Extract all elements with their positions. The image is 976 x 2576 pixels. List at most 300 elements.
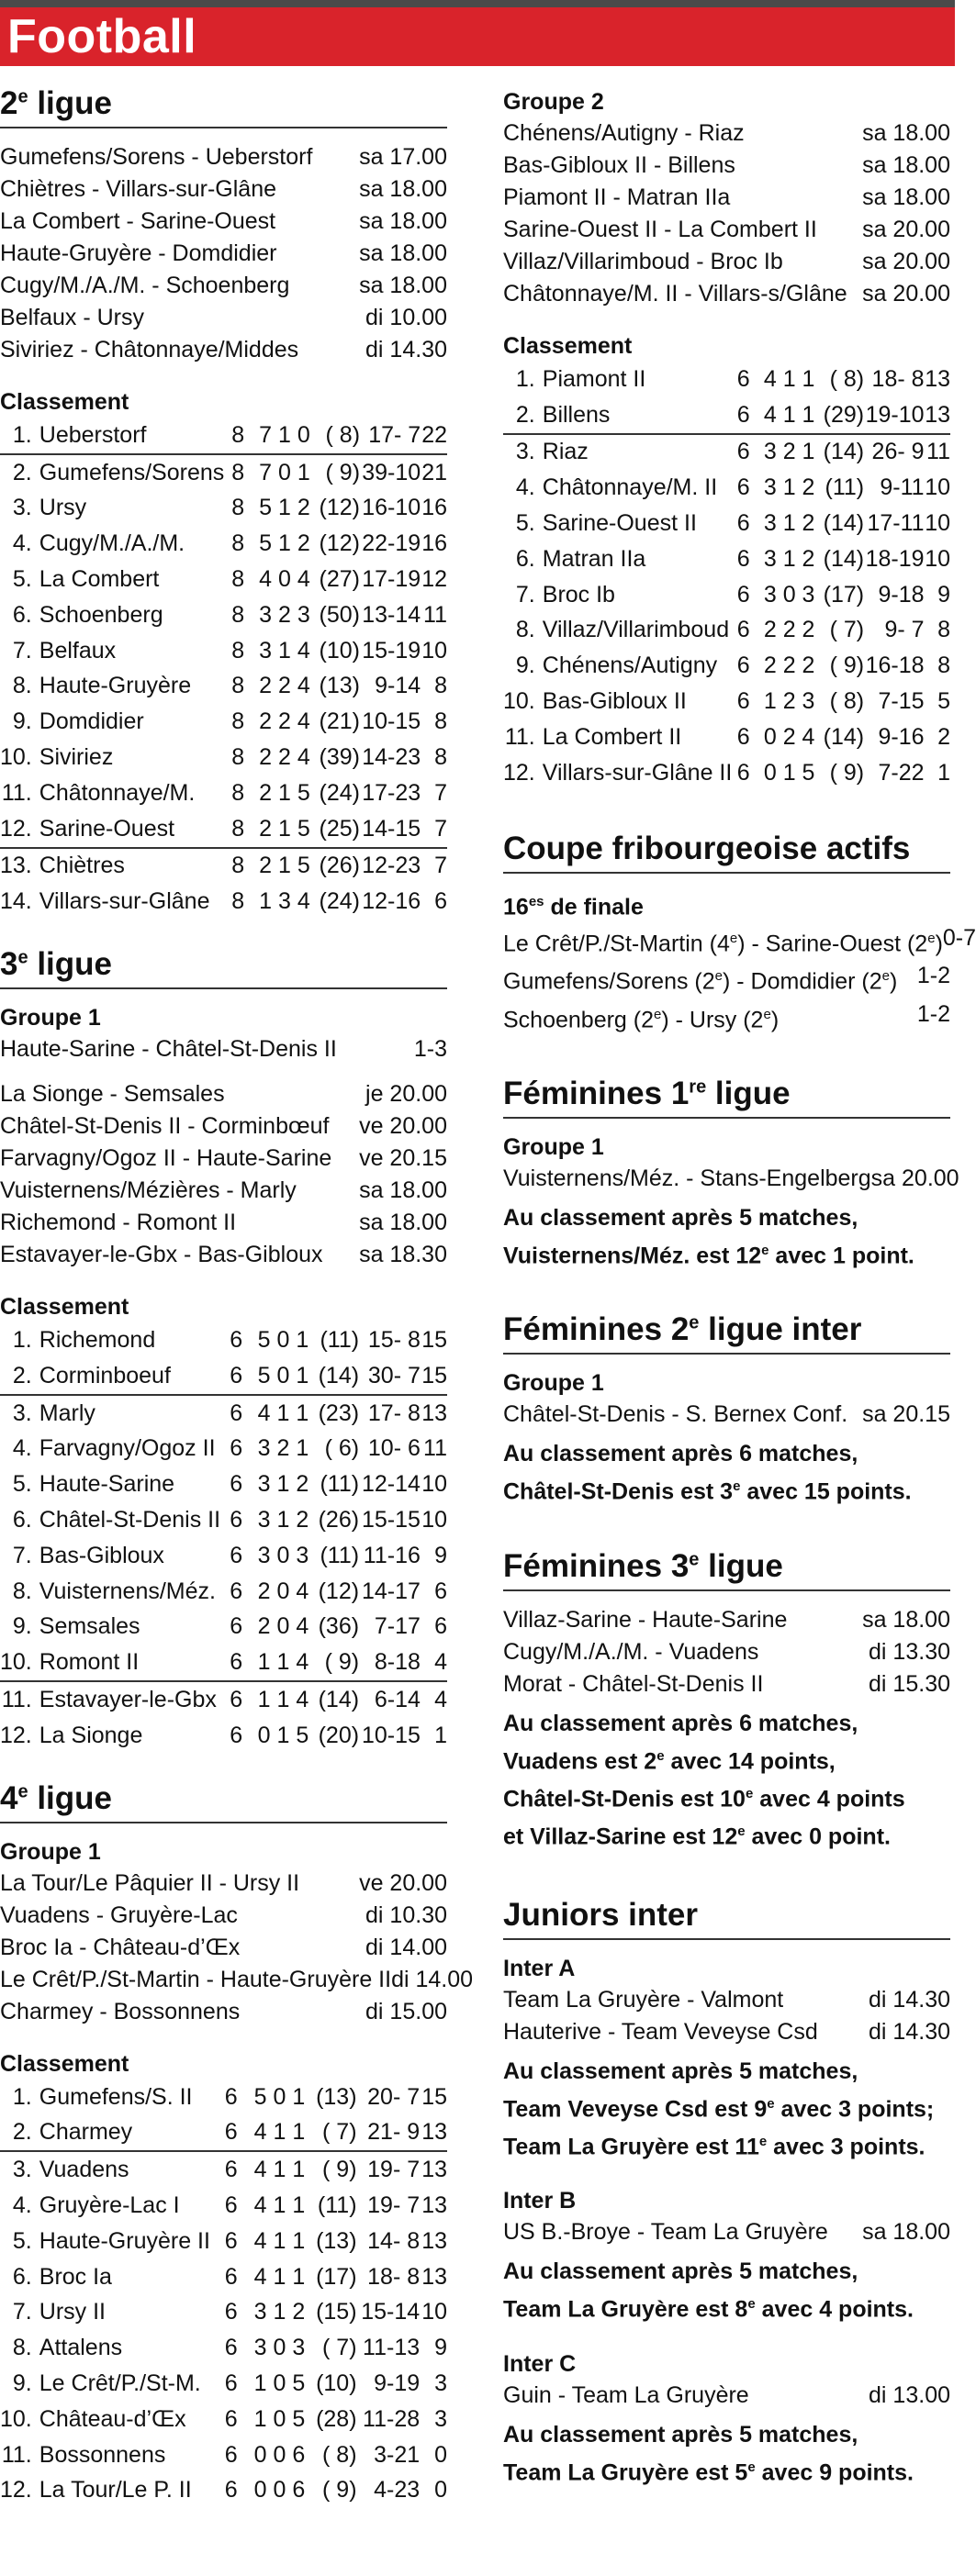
rank: 3. <box>12 2157 32 2183</box>
played: 6 <box>230 1578 243 1604</box>
fair-play: (50) <box>319 601 361 628</box>
round-label: $16^{es}$ de finale <box>503 893 644 920</box>
played: 6 <box>230 1687 243 1713</box>
rank: 12. <box>503 759 535 786</box>
fair-play: (14) <box>823 510 865 537</box>
match-time: sa 18.00 <box>359 273 447 298</box>
rank: 7. <box>515 581 535 608</box>
points: 16 <box>421 530 447 557</box>
result-row <box>0 1033 447 1065</box>
goals: 11-13 <box>363 2335 421 2361</box>
played: 6 <box>229 1645 255 1681</box>
standing-note: Au classement après 5 matches, Vuisternens/Méz. est 12e avec 1 point. <box>503 1204 914 1269</box>
team-name: Charmey <box>38 2115 223 2152</box>
match-teams: Chénens/Autigny - Riaz <box>503 120 745 146</box>
goals: 30- 7 <box>359 1358 421 1395</box>
team-name: Haute-Gruyère II <box>39 2227 210 2254</box>
match-teams: Villaz-Sarine - Haute-Sarine <box>503 1606 788 1633</box>
wdl: 3 1 2 <box>763 510 815 537</box>
team-name: La Combert II <box>542 723 682 750</box>
played: 6 <box>224 2263 238 2290</box>
wdl: 2 2 4 <box>259 744 310 771</box>
standings-row <box>503 648 950 684</box>
standings-row <box>503 506 950 541</box>
rank: 8. <box>12 1578 32 1604</box>
points: 0 <box>434 2477 447 2504</box>
goals: 10-15 <box>361 1722 421 1748</box>
played: 6 <box>230 1542 243 1568</box>
goals: 18- 8 <box>367 2263 421 2290</box>
points: 7 <box>421 811 447 848</box>
match-teams: Cugy/M./A./M. - Vuadens <box>503 1638 759 1665</box>
wdl: 3 1 4 <box>259 637 310 664</box>
team-name: Sarine-Ouest II <box>542 510 697 537</box>
wdl: 1 3 4 <box>259 888 310 915</box>
fixture-list <box>503 1984 950 2048</box>
section-header-coupe <box>503 828 950 874</box>
goals: 9-19 <box>374 2370 421 2396</box>
match-teams: Châtonnaye/M. II - Villars-s/Glâne <box>503 281 847 307</box>
played: 8 <box>231 459 245 485</box>
section-title: 2e ligue <box>0 85 112 121</box>
standings-row <box>0 2080 447 2115</box>
wdl: 5 1 2 <box>259 530 310 557</box>
fair-play: (13) <box>316 2083 357 2110</box>
standings-row <box>0 526 447 562</box>
fixture-row <box>503 1604 950 1636</box>
goals: 20- 7 <box>367 2083 421 2110</box>
match-time: di 14.00 <box>391 1966 474 1992</box>
section-title: Féminines 3e ligue <box>503 1547 783 1584</box>
points: 10 <box>421 637 447 664</box>
team-name: Ueberstorf <box>38 418 231 454</box>
points: 15 <box>421 1358 447 1395</box>
fair-play: (26) <box>318 1507 360 1533</box>
fair-play: (23) <box>318 1400 360 1426</box>
match-time: di 14.00 <box>365 1934 447 1960</box>
team-name: Gumefens/S. II <box>39 2083 193 2110</box>
team-name: Bas-Gibloux <box>39 1542 164 1568</box>
match-time: di 13.30 <box>869 1638 950 1665</box>
played: 6 <box>223 2115 251 2152</box>
rank: 5. <box>12 566 32 593</box>
fair-play: (39) <box>319 744 361 771</box>
rank: 7. <box>12 637 32 664</box>
team-name: Gumefens/Sorens <box>39 459 225 485</box>
standings-row <box>0 562 447 597</box>
match-time: sa 18.00 <box>359 1177 447 1204</box>
match-time: di 10.30 <box>365 1901 447 1928</box>
played: 6 <box>224 2405 238 2432</box>
fixture-row <box>503 1984 950 2016</box>
fair-play: (13) <box>316 2227 357 2254</box>
rank: 4. <box>12 2192 32 2218</box>
match-time: sa 20.00 <box>862 281 950 307</box>
points: 5 <box>937 688 950 715</box>
fair-play: (36) <box>318 1613 360 1640</box>
team-name: Broc Ia <box>39 2263 112 2290</box>
fair-play: ( 9) <box>325 459 361 485</box>
team-name: Villaz/Villarimboud <box>542 617 730 643</box>
fixture-list <box>503 2216 950 2248</box>
team-name: Châtel-St-Denis II <box>39 1507 221 1533</box>
played: 8 <box>231 530 245 557</box>
left-column <box>0 83 474 2508</box>
fixture-row <box>503 182 950 214</box>
wdl: 1 2 3 <box>763 688 815 715</box>
standings-row <box>0 1466 447 1502</box>
rank: 11. <box>1 779 32 806</box>
standings-row <box>503 434 950 471</box>
fair-play: (11) <box>320 1542 360 1568</box>
points: 10 <box>925 545 950 572</box>
fair-play: (17) <box>823 581 865 608</box>
points: 9 <box>937 581 950 608</box>
standings-row <box>0 2472 447 2508</box>
played: 6 <box>230 1327 243 1354</box>
fixture-row <box>503 2380 950 2412</box>
fixture-row <box>0 1239 447 1271</box>
standings-row <box>0 1538 447 1574</box>
wdl: 3 0 3 <box>253 2335 306 2361</box>
played: 6 <box>224 2477 238 2504</box>
fair-play: (11) <box>320 1327 360 1354</box>
played: 8 <box>231 495 245 521</box>
rank: 6. <box>12 601 32 628</box>
goals: 15-14 <box>361 2299 421 2325</box>
standings-row <box>0 2295 447 2331</box>
standing-note: Au classement après 5 matches, Team La Gruyère est 8e avec 4 points. <box>503 2258 914 2323</box>
match-time: sa 18.00 <box>862 1606 950 1633</box>
rank: 6. <box>12 2263 32 2290</box>
fixture-row <box>0 1207 447 1239</box>
points: 10 <box>421 2299 447 2325</box>
match-time: di 13.00 <box>869 2381 950 2408</box>
group-label: Inter C <box>503 2350 577 2377</box>
points: 15 <box>421 2083 447 2110</box>
standings-row <box>0 1395 447 1432</box>
rank: 11. <box>504 723 535 750</box>
points: 13 <box>421 2192 447 2218</box>
points: 0 <box>434 2441 447 2468</box>
right-column <box>503 83 976 2489</box>
wdl: 3 1 2 <box>257 1471 309 1498</box>
rank: 4. <box>12 1435 32 1462</box>
played: 6 <box>736 723 750 750</box>
rank: 9. <box>12 708 32 735</box>
goals: 17- 8 <box>367 1400 421 1426</box>
team-name: Estavayer-le-Gbx <box>39 1687 217 1713</box>
points: 10 <box>421 1471 447 1498</box>
team-name: Haute-Sarine <box>39 1471 175 1498</box>
played: 6 <box>230 1722 243 1748</box>
group-label: Inter B <box>503 2188 577 2214</box>
wdl: 3 0 3 <box>763 581 815 608</box>
points: 2 <box>937 723 950 750</box>
played: 8 <box>231 779 245 806</box>
points: 15 <box>421 1327 447 1354</box>
played: 6 <box>224 2370 238 2396</box>
played: 6 <box>224 2192 238 2218</box>
wdl: 4 1 1 <box>251 2115 306 2152</box>
result-row <box>503 998 950 1036</box>
standings-row <box>0 1610 447 1645</box>
match-teams: US B.-Broye - Team La Gruyère <box>503 2219 828 2246</box>
standings-row <box>503 362 950 397</box>
section-header-feminines-2 <box>503 1309 950 1355</box>
fixture-row <box>0 270 447 302</box>
standings-row <box>0 740 447 775</box>
section-title: Féminines 2e ligue inter <box>503 1311 862 1348</box>
rank: 1. <box>0 418 38 454</box>
goals: 17-23 <box>362 779 421 806</box>
classement-label: Classement <box>0 389 129 415</box>
fixture-list <box>0 1868 474 2028</box>
standing-note: Au classement après 5 matches, Team La Gruyère est 5e avec 9 points. <box>503 2421 914 2485</box>
rank: 8. <box>12 673 32 699</box>
played: 8 <box>230 811 257 848</box>
goals: 8-18 <box>359 1645 421 1681</box>
goals: 14-15 <box>360 811 421 848</box>
standings-row <box>503 577 950 613</box>
wdl: 3 1 2 <box>257 1507 309 1533</box>
standings-row <box>0 1432 447 1467</box>
match-teams: Belfaux - Ursy <box>0 305 144 330</box>
rank: 8. <box>12 2335 32 2361</box>
team-name: Haute-Gruyère <box>39 673 192 699</box>
wdl: 3 2 1 <box>763 439 815 465</box>
team-name: La Sionge <box>39 1722 143 1748</box>
fixture-row <box>0 302 447 334</box>
wdl: 1 0 5 <box>253 2405 306 2432</box>
rank: 9. <box>515 652 535 679</box>
fair-play: (14) <box>823 723 865 750</box>
standings-row <box>0 1718 447 1754</box>
wdl: 4 1 1 <box>253 2157 306 2183</box>
fixture-row <box>503 2016 950 2048</box>
match-teams: La Combert - Sarine-Ouest <box>0 208 276 234</box>
points: 9 <box>434 1542 447 1568</box>
played: 6 <box>736 617 750 643</box>
match-teams: Cugy/M./A./M. - Schoenberg <box>0 273 290 298</box>
points: 4 <box>421 1645 447 1681</box>
wdl: 4 1 1 <box>253 2227 306 2254</box>
wdl: 2 2 4 <box>259 708 310 735</box>
standings-row <box>0 848 447 885</box>
section-header-4e-ligue <box>0 1778 447 1823</box>
goals: 26- 9 <box>871 439 925 465</box>
fixture-row <box>0 1996 447 2028</box>
fixture-row <box>503 214 950 246</box>
team-name: Château-d’Œx <box>39 2405 186 2432</box>
wdl: 4 1 1 <box>253 2263 306 2290</box>
match-teams: Chiètres - Villars-sur-Glâne <box>0 176 277 202</box>
points: 6 <box>434 1613 447 1640</box>
team-name: Châtonnaye/M. II <box>542 474 718 501</box>
points: 12 <box>421 566 447 593</box>
section-banner <box>0 0 955 66</box>
match-score: 0-7 <box>942 924 976 951</box>
fixture-row <box>0 238 447 270</box>
standings-table <box>0 1322 447 1754</box>
rank: 1. <box>515 365 535 392</box>
match-teams: Hauterive - Team Veveyse Csd <box>503 2018 818 2045</box>
team-name: Siviriez <box>39 744 114 771</box>
fixture-row <box>503 1399 950 1431</box>
group-label: Inter A <box>503 1955 576 1981</box>
fixture-row <box>0 334 447 366</box>
fixture-list <box>503 1163 959 1195</box>
goals: 14-23 <box>362 744 421 771</box>
fair-play: (13) <box>319 673 361 699</box>
points: 13 <box>421 2157 447 2183</box>
fixture-row <box>503 278 950 310</box>
wdl: 1 1 4 <box>255 1645 309 1681</box>
match-time: di 14.30 <box>365 337 447 362</box>
goals: 12-23 <box>362 853 421 879</box>
team-name: Le Crêt/P./St-M. <box>39 2370 201 2396</box>
rank: 6. <box>12 1507 32 1533</box>
section-title: 4e ligue <box>0 1779 112 1816</box>
goals: 15- 8 <box>367 1327 421 1354</box>
wdl: 3 2 3 <box>259 601 310 628</box>
wdl: 4 0 4 <box>259 566 310 593</box>
fixture-row <box>503 1668 950 1701</box>
section-header-3e-ligue <box>0 943 447 989</box>
match-teams: Vuadens - Gruyère-Lac <box>0 1901 238 1928</box>
goals: 17- 7 <box>360 418 421 454</box>
match-score: 1-3 <box>413 1036 447 1063</box>
points: 22 <box>421 418 447 454</box>
fair-play: (14) <box>823 439 865 465</box>
points: 21 <box>421 459 447 485</box>
fixture-row <box>0 141 447 173</box>
standings-row <box>0 491 447 527</box>
standings-row <box>0 2259 447 2295</box>
fair-play: (17) <box>316 2263 357 2290</box>
rank: 3. <box>12 1400 32 1426</box>
fixture-list <box>503 1604 950 1701</box>
team-name: Richemond <box>39 1327 156 1354</box>
match-time: sa 18.00 <box>862 184 950 210</box>
fixture-row <box>503 150 950 182</box>
match-time: sa 18.00 <box>359 1210 447 1236</box>
wdl: 7 1 0 <box>257 418 310 454</box>
standings-row <box>0 2402 447 2437</box>
fixture-row <box>503 1636 950 1668</box>
wdl: 2 0 4 <box>257 1578 309 1604</box>
fair-play: (12) <box>319 530 361 557</box>
wdl: 3 1 2 <box>763 474 815 501</box>
fair-play: (26) <box>319 853 361 879</box>
goals: 11-16 <box>363 1542 421 1568</box>
wdl: 3 1 2 <box>253 2299 306 2325</box>
points: 11 <box>423 1435 447 1462</box>
match-teams: Farvagny/Ogoz II - Haute-Sarine <box>0 1145 332 1172</box>
fair-play: (11) <box>320 1471 360 1498</box>
team-name: Chénens/Autigny <box>542 652 718 679</box>
team-name: Bossonnens <box>39 2441 166 2468</box>
fixture-list <box>0 141 447 366</box>
goals: 9-14 <box>375 673 421 699</box>
goals: 10- 6 <box>367 1435 421 1462</box>
team-name: Schoenberg <box>39 601 163 628</box>
fair-play: (11) <box>317 2192 357 2218</box>
goals: 12-14 <box>361 1471 421 1498</box>
points: 9 <box>434 2335 447 2361</box>
goals: 10-15 <box>362 708 421 735</box>
team-name: Broc Ib <box>542 581 615 608</box>
fair-play: ( 8) <box>322 2441 357 2468</box>
played: 8 <box>231 853 245 879</box>
fair-play: ( 9) <box>322 2157 357 2183</box>
played: 8 <box>231 888 245 915</box>
match-time: ve 20.15 <box>359 1145 447 1172</box>
fair-play: (12) <box>318 1578 360 1604</box>
section-header-juniors <box>503 1894 950 1940</box>
team-name: Bas-Gibloux II <box>542 688 687 715</box>
match-teams: Bas-Gibloux II - Billens <box>503 152 735 178</box>
goals: 22-19 <box>362 530 421 557</box>
match-teams: Piamont II - Matran IIa <box>503 184 731 210</box>
rank: 2. <box>503 397 541 434</box>
fair-play: (29) <box>814 397 864 434</box>
match-teams: Gumefens/Sorens - Ueberstorf <box>0 144 313 170</box>
wdl: 3 1 2 <box>763 545 815 572</box>
points: 7 <box>434 779 447 806</box>
standings-table <box>503 362 950 791</box>
goals: 17-19 <box>362 566 421 593</box>
played: 6 <box>736 545 750 572</box>
points: 13 <box>420 2115 447 2152</box>
wdl: 3 0 3 <box>257 1542 309 1568</box>
goals: 14-17 <box>361 1578 421 1604</box>
team-name: Piamont II <box>542 365 646 392</box>
group-label: Groupe 1 <box>0 1838 101 1865</box>
fixture-row <box>0 1964 474 1996</box>
standings-row <box>0 1322 447 1358</box>
standings-row <box>0 1681 447 1718</box>
goals: 12-16 <box>362 888 421 915</box>
match-score: 1-2 <box>916 1000 950 1027</box>
points: 11 <box>926 439 950 465</box>
standings-row <box>0 2115 447 2152</box>
rank: 1. <box>12 2083 32 2110</box>
points: 8 <box>937 617 950 643</box>
played: 8 <box>230 418 257 454</box>
match-teams: Siviriez - Châtonnaye/Middes <box>0 337 299 362</box>
rank: 11. <box>1 1687 32 1713</box>
fixture-row <box>0 173 447 206</box>
wdl: 1 1 4 <box>257 1687 309 1713</box>
section-title: Coupe fribourgeoise actifs <box>503 830 911 866</box>
standings-table <box>0 2080 447 2509</box>
match-time: je 20.00 <box>365 1081 447 1108</box>
fixture-row <box>503 117 950 150</box>
played: 6 <box>736 474 750 501</box>
fixture-list <box>503 117 950 310</box>
standings-row <box>0 633 447 669</box>
fixture-row <box>0 1143 447 1175</box>
fixture-row <box>0 1078 447 1110</box>
standings-row <box>503 719 950 755</box>
wdl: 2 0 4 <box>257 1613 309 1640</box>
played: 6 <box>224 2083 238 2110</box>
team-name: Villars-sur-Glâne II <box>542 759 733 786</box>
goals: 7-15 <box>878 688 925 715</box>
match-time: sa 20.15 <box>862 1401 950 1428</box>
team-name: Riaz <box>542 439 589 465</box>
